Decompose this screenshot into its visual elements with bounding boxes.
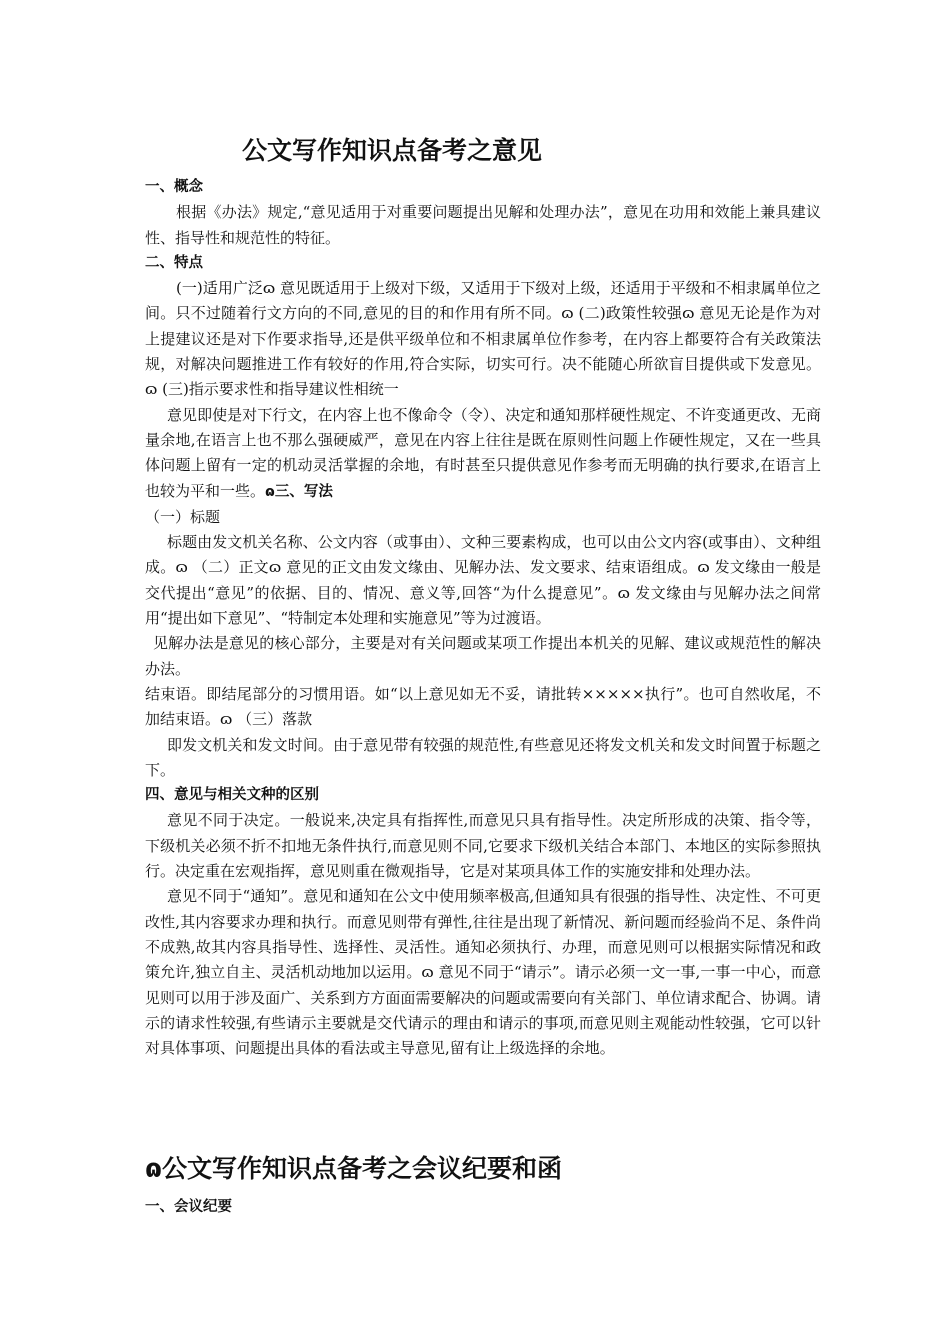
section-heading-concept: 一、概念	[145, 179, 203, 195]
paragraph-writing-1: 标题由发文机关名称、公文内容（或事由）、文种三要素构成，也可以由公文内容(或事由）、文种组成。ɷ （二）正文ɷ 意见的正文由发文缘由、见解办法、发文要求、结束语组成。ɷ 发文缘由一般是交代提出“意见”的依据、目的、情况、意义等,回答“为什么提意见”。ɷ 发文缘由与见解办法之间常用“提出如下意见”、“特制定本处理和实施意见”等为过渡语。	[145, 533, 821, 628]
paragraph-differences-1: 意见不同于决定。一般说来,决定具有指挥性,而意见只具有指导性。决定所形成的决策、指令等，下级机关必须不折不扣地无条件执行,而意见则不同,它要求下级机关结合本部门、本地区的实际参照执行。决定重在宏观指挥，意见则重在微观指导，它是对某项具体工作的实施安排和处理办法。	[145, 811, 821, 881]
paragraph-writing-2: 见解办法是意见的核心部分，主要是对有关问题或某项工作提出本机关的见解、建议或规范性的解决办法。	[145, 634, 821, 678]
subheading-title: （一）标题	[145, 507, 221, 526]
second-document-title: ɷ公文写作知识点备考之会议纪要和函	[145, 1154, 563, 1183]
paragraph-differences-2: 意见不同于“通知”。意见和通知在公文中使用频率极高,但通知具有很强的指导性、决定性、不可更改性,其内容要求办理和执行。而意见则带有弹性,往往是出现了新情况、新问题而经验尚不足、条件尚不成熟,故其内容具指导性、选择性、灵活性。通知必须执行、办理，而意见则可以根据实际情况和政策允许,独立自主、灵活机动地加以运用。ɷ 意见不同于“请示”。请示必须一文一事,一事一中心，而意见则可以用于涉及面广、关系到方方面面需要解决的问题或需要向有关部门、单位请求配合、协调。请示的请求性较强,有些请示主要就是交代请示的理由和请示的事项,而意见则主观能动性较强，它可以针对具体事项、问题提出具体的看法或主导意见,留有让上级选择的余地。	[145, 887, 821, 1058]
paragraph-features-1: (一)适用广泛ɷ 意见既适用于上级对下级，又适用于下级对上级，还适用于平级和不相隶属单位之间。只不过随着行文方向的不同,意见的目的和作用有所不同。ɷ (二)政策性较强ɷ 意见无论是作为对上提建议还是对下作要求指导,还是供平级单位和不相隶属单位作参考，在内容上都要符合有关政策法规，对解决问题推进工作有较好的作用,符合实际，切实可行。决不能随心所欲盲目提供或下发意见。ɷ (三)指示要求性和指导建议性相统一	[145, 279, 821, 399]
paragraph-features-2	[145, 403, 821, 505]
section-heading-meeting-minutes: 一、会议纪要	[145, 1199, 232, 1215]
paragraph-writing-4: 即发文机关和发文时间。由于意见带有较强的规范性,有些意见还将发文机关和发文时间置于标题之下。	[145, 735, 821, 779]
section-heading-features: 二、特点	[145, 254, 203, 271]
document-body	[145, 175, 821, 1061]
document-title: 公文写作知识点备考之意见	[242, 136, 543, 165]
paragraph-writing-3: 结束语。即结尾部分的习惯用语。如“以上意见如无不妥，请批转×××××执行”。也可自然收尾，不加结束语。ɷ （三）落款	[145, 684, 821, 729]
paragraph-concept: 根据《办法》规定,“意见适用于对重要问题提出见解和处理办法”，意见在功用和效能上兼具建议性、指导性和规范性的特征。	[145, 203, 821, 247]
paragraph-features-2-text: 意见即使是对下行文，在内容上也不像命令（令）、决定和通知那样硬性规定、不许变通更改、无商量余地,在语言上也不那么强硬威严，意见在内容上往往是既在原则性问题上作硬性规定，又在一些具体问题上留有一定的机动灵活掌握的余地，有时甚至只提供意见作参考而无明确的执行要求,在语言上也较为平和一些。	[145, 405, 821, 500]
section-heading-differences: 四、意见与相关文种的区别	[145, 787, 319, 804]
section-heading-writing: ɷ三、写法	[265, 483, 333, 500]
